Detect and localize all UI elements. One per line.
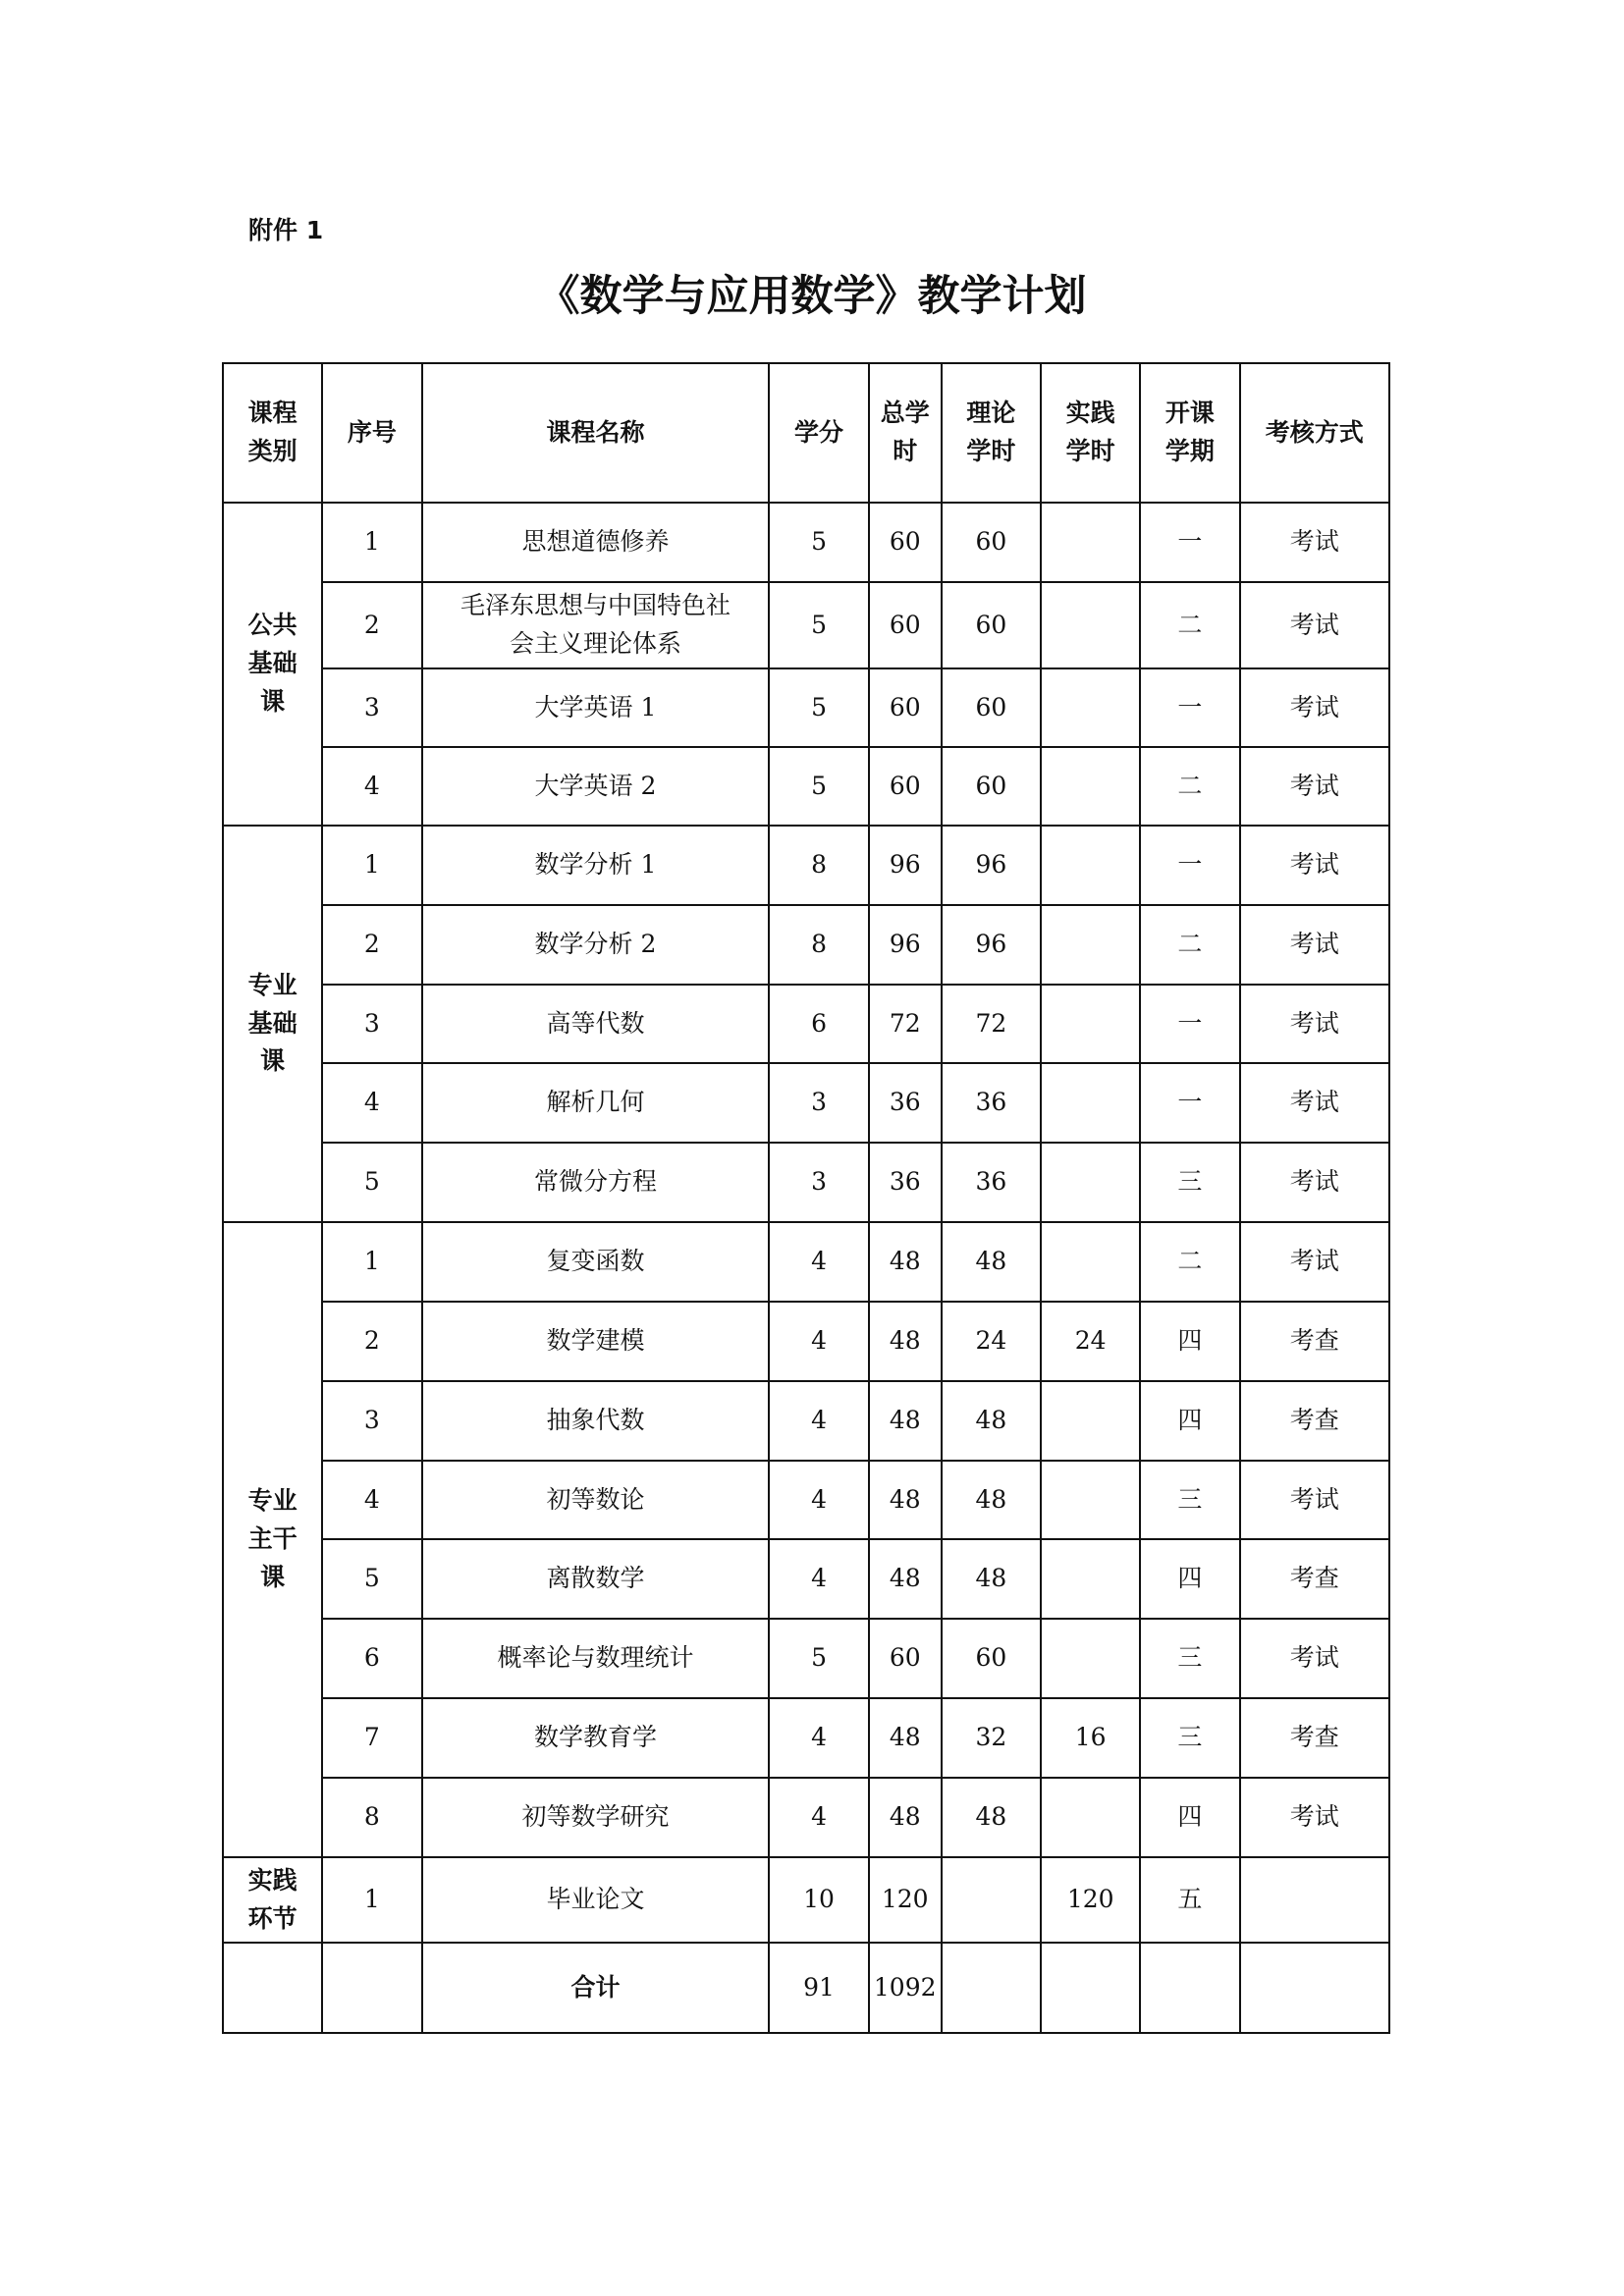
total-hours-cell: 96 bbox=[869, 905, 942, 985]
course-name-cell: 解析几何 bbox=[422, 1063, 770, 1143]
seq-cell: 5 bbox=[322, 1539, 421, 1619]
credit-cell: 5 bbox=[769, 668, 868, 747]
total-hours-cell: 60 bbox=[869, 668, 942, 747]
header-row bbox=[223, 363, 1389, 503]
theory-hours-cell: 24 bbox=[942, 1302, 1041, 1381]
header-practice-hours: 实践 学时 bbox=[1041, 363, 1140, 503]
seq-cell: 1 bbox=[322, 1222, 421, 1302]
semester-cell: 四 bbox=[1140, 1539, 1239, 1619]
theory-hours-cell: 48 bbox=[942, 1381, 1041, 1461]
practice-hours-cell bbox=[1041, 1778, 1140, 1857]
table-row bbox=[223, 1461, 1389, 1539]
theory-hours-cell: 60 bbox=[942, 1619, 1041, 1698]
practice-hours-cell: 16 bbox=[1041, 1698, 1140, 1778]
practice-hours-cell: 24 bbox=[1041, 1302, 1140, 1381]
table-row bbox=[223, 1143, 1389, 1222]
theory-hours-cell: 48 bbox=[942, 1539, 1041, 1619]
total-hours-cell: 60 bbox=[869, 503, 942, 582]
credit-cell: 10 bbox=[769, 1857, 868, 1943]
category-line: 实践 bbox=[247, 1865, 298, 1895]
practice-hours-cell bbox=[1041, 985, 1140, 1063]
seq-cell: 5 bbox=[322, 1143, 421, 1222]
assessment-cell: 考试 bbox=[1240, 1222, 1389, 1302]
seq-cell: 2 bbox=[322, 582, 421, 668]
total-hours-cell: 60 bbox=[869, 582, 942, 668]
practice-hours-cell bbox=[1041, 1222, 1140, 1302]
credit-cell: 5 bbox=[769, 582, 868, 668]
category-line: 课 bbox=[260, 1562, 286, 1591]
course-name-cell: 初等数学研究 bbox=[422, 1778, 770, 1857]
practice-hours-cell bbox=[1041, 1539, 1140, 1619]
practice-hours-cell bbox=[1041, 1461, 1140, 1539]
credit-cell: 3 bbox=[769, 1143, 868, 1222]
theory-hours-cell: 96 bbox=[942, 826, 1041, 905]
assessment-cell: 考试 bbox=[1240, 1461, 1389, 1539]
course-name-cell: 抽象代数 bbox=[422, 1381, 770, 1461]
theory-hours-cell: 36 bbox=[942, 1063, 1041, 1143]
empty-cell bbox=[1240, 1943, 1389, 2033]
assessment-cell: 考试 bbox=[1240, 503, 1389, 582]
category-line: 基础 bbox=[247, 649, 298, 678]
course-name-cell: 常微分方程 bbox=[422, 1143, 770, 1222]
seq-cell: 8 bbox=[322, 1778, 421, 1857]
assessment-cell: 考试 bbox=[1240, 747, 1389, 826]
practice-hours-cell bbox=[1041, 582, 1140, 668]
semester-cell: 三 bbox=[1140, 1461, 1239, 1539]
header-name: 课程名称 bbox=[422, 363, 770, 503]
course-name-cell: 数学分析 1 bbox=[422, 826, 770, 905]
course-name-cell: 大学英语 2 bbox=[422, 747, 770, 826]
seq-cell: 4 bbox=[322, 747, 421, 826]
category-cell bbox=[223, 503, 322, 826]
credit-cell: 4 bbox=[769, 1222, 868, 1302]
header-credit: 学分 bbox=[769, 363, 868, 503]
credit-cell: 8 bbox=[769, 905, 868, 985]
course-name-line: 会主义理论体系 bbox=[509, 629, 681, 658]
category-line: 课 bbox=[260, 686, 286, 716]
table-row bbox=[223, 1381, 1389, 1461]
theory-hours-cell: 48 bbox=[942, 1461, 1041, 1539]
total-hours-cell: 48 bbox=[869, 1698, 942, 1778]
empty-cell bbox=[942, 1943, 1041, 2033]
theory-hours-cell: 32 bbox=[942, 1698, 1041, 1778]
course-name-cell: 毕业论文 bbox=[422, 1857, 770, 1943]
table-row bbox=[223, 1698, 1389, 1778]
practice-hours-cell bbox=[1041, 905, 1140, 985]
table-row bbox=[223, 1302, 1389, 1381]
semester-cell: 一 bbox=[1140, 1063, 1239, 1143]
theory-hours-cell: 60 bbox=[942, 582, 1041, 668]
course-name-cell: 数学建模 bbox=[422, 1302, 770, 1381]
total-hours-cell: 120 bbox=[869, 1857, 942, 1943]
assessment-cell: 考查 bbox=[1240, 1302, 1389, 1381]
theory-hours-cell: 36 bbox=[942, 1143, 1041, 1222]
seq-cell: 3 bbox=[322, 668, 421, 747]
assessment-cell: 考查 bbox=[1240, 1539, 1389, 1619]
seq-cell: 2 bbox=[322, 1302, 421, 1381]
table-row bbox=[223, 668, 1389, 747]
header-theory-hours: 理论 学时 bbox=[942, 363, 1041, 503]
table-body bbox=[223, 503, 1389, 2033]
table-row bbox=[223, 1778, 1389, 1857]
category-line: 基础 bbox=[247, 1008, 298, 1038]
credit-cell: 5 bbox=[769, 503, 868, 582]
table-row bbox=[223, 582, 1389, 668]
assessment-cell: 考试 bbox=[1240, 1063, 1389, 1143]
assessment-cell: 考查 bbox=[1240, 1698, 1389, 1778]
theory-hours-cell: 72 bbox=[942, 985, 1041, 1063]
empty-cell bbox=[322, 1943, 421, 2033]
assessment-cell: 考试 bbox=[1240, 1143, 1389, 1222]
course-name-cell: 复变函数 bbox=[422, 1222, 770, 1302]
total-hours-sum-cell: 1092 bbox=[869, 1943, 942, 2033]
seq-cell: 1 bbox=[322, 826, 421, 905]
category-cell bbox=[223, 826, 322, 1222]
empty-cell bbox=[1041, 1943, 1140, 2033]
course-name-cell bbox=[422, 582, 770, 668]
category-line: 专业 bbox=[247, 1486, 298, 1516]
seq-cell: 3 bbox=[322, 985, 421, 1063]
credit-cell: 8 bbox=[769, 826, 868, 905]
assessment-cell: 考查 bbox=[1240, 1381, 1389, 1461]
assessment-cell: 考试 bbox=[1240, 1778, 1389, 1857]
theory-hours-cell: 60 bbox=[942, 747, 1041, 826]
total-hours-cell: 48 bbox=[869, 1461, 942, 1539]
attachment-label: 附件 1 bbox=[248, 216, 324, 244]
total-credit-cell: 91 bbox=[769, 1943, 868, 2033]
semester-cell: 一 bbox=[1140, 985, 1239, 1063]
credit-cell: 5 bbox=[769, 747, 868, 826]
assessment-cell: 考试 bbox=[1240, 1619, 1389, 1698]
theory-hours-cell: 60 bbox=[942, 503, 1041, 582]
course-name-cell: 概率论与数理统计 bbox=[422, 1619, 770, 1698]
semester-cell: 二 bbox=[1140, 747, 1239, 826]
total-hours-cell: 48 bbox=[869, 1381, 942, 1461]
course-name-cell: 数学分析 2 bbox=[422, 905, 770, 985]
header-semester: 开课 学期 bbox=[1140, 363, 1239, 503]
seq-cell: 1 bbox=[322, 1857, 421, 1943]
credit-cell: 6 bbox=[769, 985, 868, 1063]
practice-hours-cell bbox=[1041, 826, 1140, 905]
assessment-cell: 考试 bbox=[1240, 582, 1389, 668]
semester-cell: 四 bbox=[1140, 1302, 1239, 1381]
course-name-cell: 初等数论 bbox=[422, 1461, 770, 1539]
total-label-cell: 合计 bbox=[422, 1943, 770, 2033]
total-hours-cell: 48 bbox=[869, 1302, 942, 1381]
total-hours-cell: 36 bbox=[869, 1143, 942, 1222]
semester-cell: 三 bbox=[1140, 1143, 1239, 1222]
semester-cell: 三 bbox=[1140, 1619, 1239, 1698]
practice-hours-cell bbox=[1041, 1063, 1140, 1143]
semester-cell: 一 bbox=[1140, 826, 1239, 905]
course-name-cell: 高等代数 bbox=[422, 985, 770, 1063]
seq-cell: 3 bbox=[322, 1381, 421, 1461]
table-row bbox=[223, 905, 1389, 985]
semester-cell: 四 bbox=[1140, 1778, 1239, 1857]
header-total-hours: 总学 时 bbox=[869, 363, 942, 503]
table-row bbox=[223, 1222, 1389, 1302]
credit-cell: 4 bbox=[769, 1698, 868, 1778]
practice-hours-cell bbox=[1041, 1619, 1140, 1698]
table-row bbox=[223, 503, 1389, 582]
category-cell bbox=[223, 1222, 322, 1857]
document-title: 《数学与应用数学》教学计划 bbox=[537, 272, 1087, 321]
assessment-cell: 考试 bbox=[1240, 826, 1389, 905]
seq-cell: 4 bbox=[322, 1461, 421, 1539]
practice-hours-cell bbox=[1041, 1143, 1140, 1222]
category-line: 专业 bbox=[247, 970, 298, 999]
theory-hours-cell: 48 bbox=[942, 1778, 1041, 1857]
total-hours-cell: 72 bbox=[869, 985, 942, 1063]
credit-cell: 4 bbox=[769, 1302, 868, 1381]
table-row bbox=[223, 985, 1389, 1063]
credit-cell: 3 bbox=[769, 1063, 868, 1143]
theory-hours-cell: 96 bbox=[942, 905, 1041, 985]
total-hours-cell: 60 bbox=[869, 1619, 942, 1698]
credit-cell: 5 bbox=[769, 1619, 868, 1698]
table-row bbox=[223, 1063, 1389, 1143]
semester-cell: 二 bbox=[1140, 582, 1239, 668]
category-cell bbox=[223, 1857, 322, 1943]
seq-cell: 2 bbox=[322, 905, 421, 985]
total-row bbox=[223, 1943, 1389, 2033]
teaching-plan-table bbox=[222, 362, 1390, 2034]
course-name-cell: 大学英语 1 bbox=[422, 668, 770, 747]
table-row bbox=[223, 1857, 1389, 1943]
total-hours-cell: 48 bbox=[869, 1222, 942, 1302]
assessment-cell: 考试 bbox=[1240, 668, 1389, 747]
seq-cell: 1 bbox=[322, 503, 421, 582]
empty-cell bbox=[223, 1943, 322, 2033]
practice-hours-cell bbox=[1041, 668, 1140, 747]
semester-cell: 三 bbox=[1140, 1698, 1239, 1778]
table-row bbox=[223, 826, 1389, 905]
table-row bbox=[223, 747, 1389, 826]
theory-hours-cell: 48 bbox=[942, 1222, 1041, 1302]
theory-hours-cell bbox=[942, 1857, 1041, 1943]
total-hours-cell: 48 bbox=[869, 1539, 942, 1619]
semester-cell: 四 bbox=[1140, 1381, 1239, 1461]
seq-cell: 7 bbox=[322, 1698, 421, 1778]
category-line: 公共 bbox=[247, 611, 298, 640]
practice-hours-cell: 120 bbox=[1041, 1857, 1140, 1943]
empty-cell bbox=[1140, 1943, 1239, 2033]
course-name-cell: 数学教育学 bbox=[422, 1698, 770, 1778]
header-assessment: 考核方式 bbox=[1240, 363, 1389, 503]
assessment-cell: 考试 bbox=[1240, 985, 1389, 1063]
credit-cell: 4 bbox=[769, 1539, 868, 1619]
semester-cell: 二 bbox=[1140, 1222, 1239, 1302]
total-hours-cell: 48 bbox=[869, 1778, 942, 1857]
header-category: 课程 类别 bbox=[223, 363, 322, 503]
theory-hours-cell: 60 bbox=[942, 668, 1041, 747]
header-seq: 序号 bbox=[322, 363, 421, 503]
category-line: 环节 bbox=[247, 1903, 298, 1933]
credit-cell: 4 bbox=[769, 1461, 868, 1539]
seq-cell: 6 bbox=[322, 1619, 421, 1698]
seq-cell: 4 bbox=[322, 1063, 421, 1143]
semester-cell: 一 bbox=[1140, 668, 1239, 747]
credit-cell: 4 bbox=[769, 1381, 868, 1461]
practice-hours-cell bbox=[1041, 1381, 1140, 1461]
table-row bbox=[223, 1539, 1389, 1619]
assessment-cell: 考试 bbox=[1240, 905, 1389, 985]
course-name-line: 毛泽东思想与中国特色社 bbox=[460, 591, 731, 620]
course-name-cell: 思想道德修养 bbox=[422, 503, 770, 582]
semester-cell: 一 bbox=[1140, 503, 1239, 582]
semester-cell: 二 bbox=[1140, 905, 1239, 985]
total-hours-cell: 96 bbox=[869, 826, 942, 905]
semester-cell: 五 bbox=[1140, 1857, 1239, 1943]
practice-hours-cell bbox=[1041, 747, 1140, 826]
assessment-cell bbox=[1240, 1857, 1389, 1943]
total-hours-cell: 60 bbox=[869, 747, 942, 826]
category-line: 课 bbox=[260, 1046, 286, 1076]
credit-cell: 4 bbox=[769, 1778, 868, 1857]
course-name-cell: 离散数学 bbox=[422, 1539, 770, 1619]
total-hours-cell: 36 bbox=[869, 1063, 942, 1143]
practice-hours-cell bbox=[1041, 503, 1140, 582]
category-line: 主干 bbox=[247, 1524, 298, 1554]
table-row bbox=[223, 1619, 1389, 1698]
